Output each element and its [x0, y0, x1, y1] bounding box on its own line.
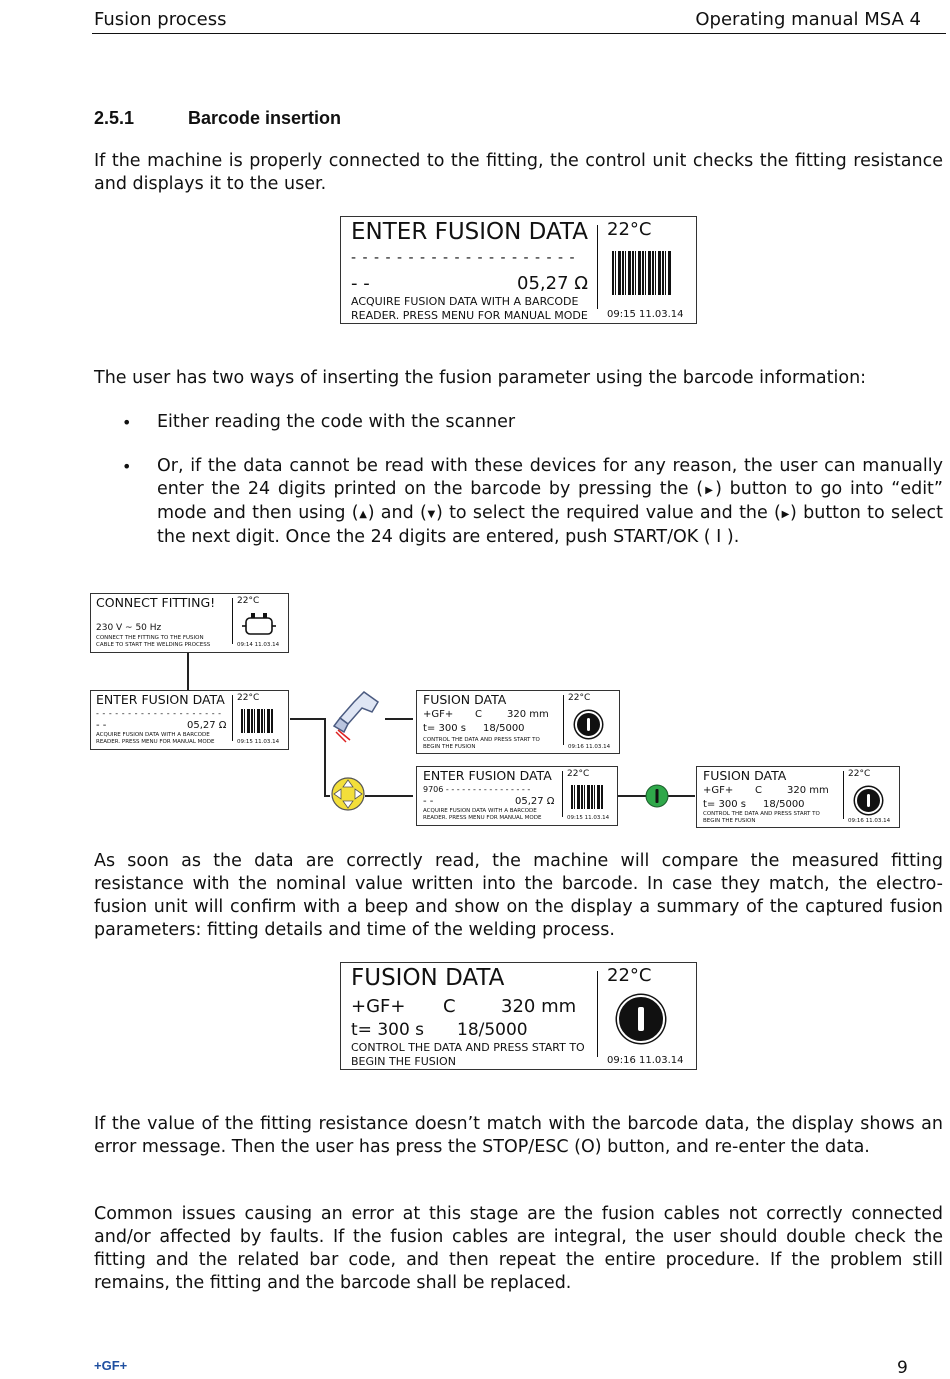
header-left: Fusion process [94, 9, 227, 30]
connector-line [618, 795, 646, 797]
screen-time: 09:15 11.03.14 [567, 815, 610, 821]
screen-size: 320 mm [507, 709, 549, 720]
header-rule [92, 33, 946, 34]
screen-title: ENTER FUSION DATA [423, 768, 552, 783]
screen-dashes: - - - - - - - - - - - - - - - - - - - - [96, 709, 222, 718]
screen-count: 18/5000 [483, 723, 525, 734]
screen-title: FUSION DATA [703, 768, 787, 783]
bullet-scanner: Either reading the code with the scanner [157, 412, 516, 432]
fitting-icon [241, 610, 277, 640]
screen-enter-fusion-data-manual [416, 766, 618, 826]
screen-resistance: 05,27 Ω [517, 273, 589, 294]
intro-paragraph: If the machine is properly connected to the fitting, the control unit checks the fitting resistance and displays it to the user. [94, 151, 943, 194]
connector-line [324, 718, 326, 796]
section-title: Barcode insertion [188, 108, 342, 128]
screen-divider [232, 598, 233, 644]
screen-msg2: READER. PRESS MENU FOR MANUAL MODE [96, 739, 215, 745]
bullet-dot: • [122, 413, 132, 432]
screen-brand: +GF+ [703, 785, 734, 796]
screen-temp: 22°C [237, 596, 260, 606]
screen-type: C [475, 709, 482, 720]
screen-brand: +GF+ [351, 996, 406, 1017]
screen-divider [597, 225, 598, 309]
screen-temp: 22°C [568, 693, 591, 703]
right-arrow-icon: ▶ [703, 485, 716, 496]
down-arrow-icon: ▼ [426, 509, 436, 520]
screen-brand: +GF+ [423, 709, 454, 720]
screen-time-s: t= 300 s [351, 1020, 425, 1040]
bullet-dot: • [122, 457, 132, 476]
screen-time: 09:14 11.03.14 [237, 642, 280, 648]
screen-enter-fusion-data [340, 216, 697, 324]
connector-line [324, 795, 330, 797]
screen-msg2: BEGIN THE FUSION [351, 1055, 456, 1068]
screen-msg1: CONNECT THE FITTING TO THE FUSION [96, 635, 204, 641]
bullet-text: ) button to go into “edit” mode and then using ( [157, 479, 943, 523]
screen-resistance: 05,27 Ω [515, 796, 555, 807]
barcode-icon [571, 785, 603, 809]
screen-temp: 22°C [607, 965, 652, 986]
connector-line [365, 795, 413, 797]
connector-line [668, 795, 695, 797]
screen-divider [843, 771, 844, 819]
screen-time-s: t= 300 s [423, 723, 466, 734]
screen-size: 320 mm [501, 996, 577, 1017]
screen-temp: 22°C [848, 769, 871, 779]
screen-msg1: ACQUIRE FUSION DATA WITH A BARCODE [351, 295, 579, 308]
bullet-text: Or, if the data cannot be read with these devices for any reason, the user can manually enter the 24 digits printed on the barcode by pressing the ( [157, 456, 943, 499]
screen-connect-fitting [90, 593, 289, 653]
start-button-icon [855, 787, 882, 814]
screen-dashes: - - - - - - - - - - - - - - - - - - - - [351, 250, 576, 266]
screen-time: 09:16 11.03.14 [848, 818, 891, 824]
screen-enter-fusion-data-small [90, 690, 289, 750]
screen-time: 09:16 11.03.14 [568, 744, 611, 750]
screen-temp: 22°C [607, 219, 652, 240]
screen-code-blank: - - [351, 273, 370, 294]
screen-msg2: READER. PRESS MENU FOR MANUAL MODE [423, 815, 542, 821]
bullet-text: ) and ( [367, 503, 427, 523]
connector-line [187, 652, 189, 690]
screen-msg1: ACQUIRE FUSION DATA WITH A BARCODE [423, 808, 537, 814]
screen-divider [597, 971, 598, 1057]
green-start-button-icon [645, 784, 669, 808]
page-number: 9 [897, 1358, 908, 1378]
screen-msg2: BEGIN THE FUSION [703, 818, 756, 824]
screen-msg1: CONTROL THE DATA AND PRESS START TO [423, 737, 540, 743]
screen-title: CONNECT FITTING! [96, 595, 216, 610]
start-button-icon [617, 995, 665, 1043]
up-arrow-icon: ▲ [358, 509, 368, 520]
screen-type: C [443, 996, 456, 1017]
screen-msg1: CONTROL THE DATA AND PRESS START TO [703, 811, 820, 817]
connector-line [290, 718, 324, 720]
screen-code-blank: - - [423, 796, 434, 807]
screen-title: ENTER FUSION DATA [96, 692, 225, 707]
screen-divider [232, 695, 233, 741]
ways-paragraph: The user has two ways of inserting the fusion parameter using the barcode information: [94, 368, 867, 388]
connector-line [385, 718, 413, 720]
screen-msg2: BEGIN THE FUSION [423, 744, 476, 750]
screen-divider [562, 771, 563, 817]
screen-time: 09:15 11.03.14 [607, 309, 684, 320]
issues-paragraph: Common issues causing an error at this stage are the fusion cables not correctly connected and/or affected by faults. If the fusion cables are integral, the user should double check the fitting and the related bar code, and then repeat the entire procedure. If the problem still remains, the fitting and the barcode shall be replaced. [94, 1204, 943, 1293]
screen-divider [563, 695, 564, 745]
screen-type: C [755, 785, 762, 796]
screen-title: FUSION DATA [351, 965, 505, 991]
screen-time-s: t= 300 s [703, 799, 746, 810]
screen-count: 18/5000 [763, 799, 805, 810]
section-number: 2.5.1 [94, 108, 135, 128]
bullet-manual-entry [157, 455, 943, 549]
screen-resistance: 05,27 Ω [187, 720, 227, 731]
screen-code: 9706 - - - - - - - - - - - - - - - - [423, 785, 531, 794]
screen-fusion-data-manual [696, 766, 900, 828]
compare-paragraph: As soon as the data are correctly read, the machine will compare the measured fitting resistance with the nominal value written into the barcode. In case they match, the electro-fusion unit will confirm with a beep and show on the display a summary of the captured fusion parameters: fitting details and time of the welding process. [94, 851, 943, 940]
bullet-text: ) to select the required value and the ( [435, 503, 781, 523]
screen-title: FUSION DATA [423, 692, 507, 707]
start-button-icon [575, 711, 602, 738]
right-arrow-icon: ▶ [780, 509, 791, 520]
barcode-scanner-icon [328, 688, 384, 744]
screen-power: 230 V ~ 50 Hz [96, 623, 162, 633]
screen-msg1: ACQUIRE FUSION DATA WITH A BARCODE [96, 732, 210, 738]
screen-count: 18/5000 [457, 1020, 528, 1040]
screen-temp: 22°C [237, 693, 260, 703]
barcode-icon [241, 709, 273, 733]
screen-msg2: READER. PRESS MENU FOR MANUAL MODE [351, 309, 588, 322]
screen-size: 320 mm [787, 785, 829, 796]
mismatch-paragraph: If the value of the fitting resistance doesn’t match with the barcode data, the display shows an error message. Then the user has press the STOP/ESC (O) button, and re-enter the data. [94, 1114, 943, 1157]
screen-msg1: CONTROL THE DATA AND PRESS START TO [351, 1041, 585, 1054]
screen-fusion-data [340, 962, 697, 1070]
screen-title: ENTER FUSION DATA [351, 219, 588, 245]
screen-code-blank: - - [96, 720, 107, 731]
bullet-text: ) button to select the next digit. Once the 24 digits are entered, push START/OK ( I ). [157, 503, 943, 547]
screen-fusion-data-scanner [416, 690, 620, 754]
barcode-icon [612, 251, 672, 295]
screen-time: 09:15 11.03.14 [237, 739, 280, 745]
header-right: Operating manual MSA 4 [695, 9, 921, 30]
screen-msg2: CABLE TO START THE WELDING PROCESS [96, 642, 211, 648]
gf-logo: +GF+ [94, 1358, 128, 1373]
screen-time: 09:16 11.03.14 [607, 1055, 684, 1066]
keypad-arrows-icon [330, 776, 366, 812]
screen-temp: 22°C [567, 769, 590, 779]
